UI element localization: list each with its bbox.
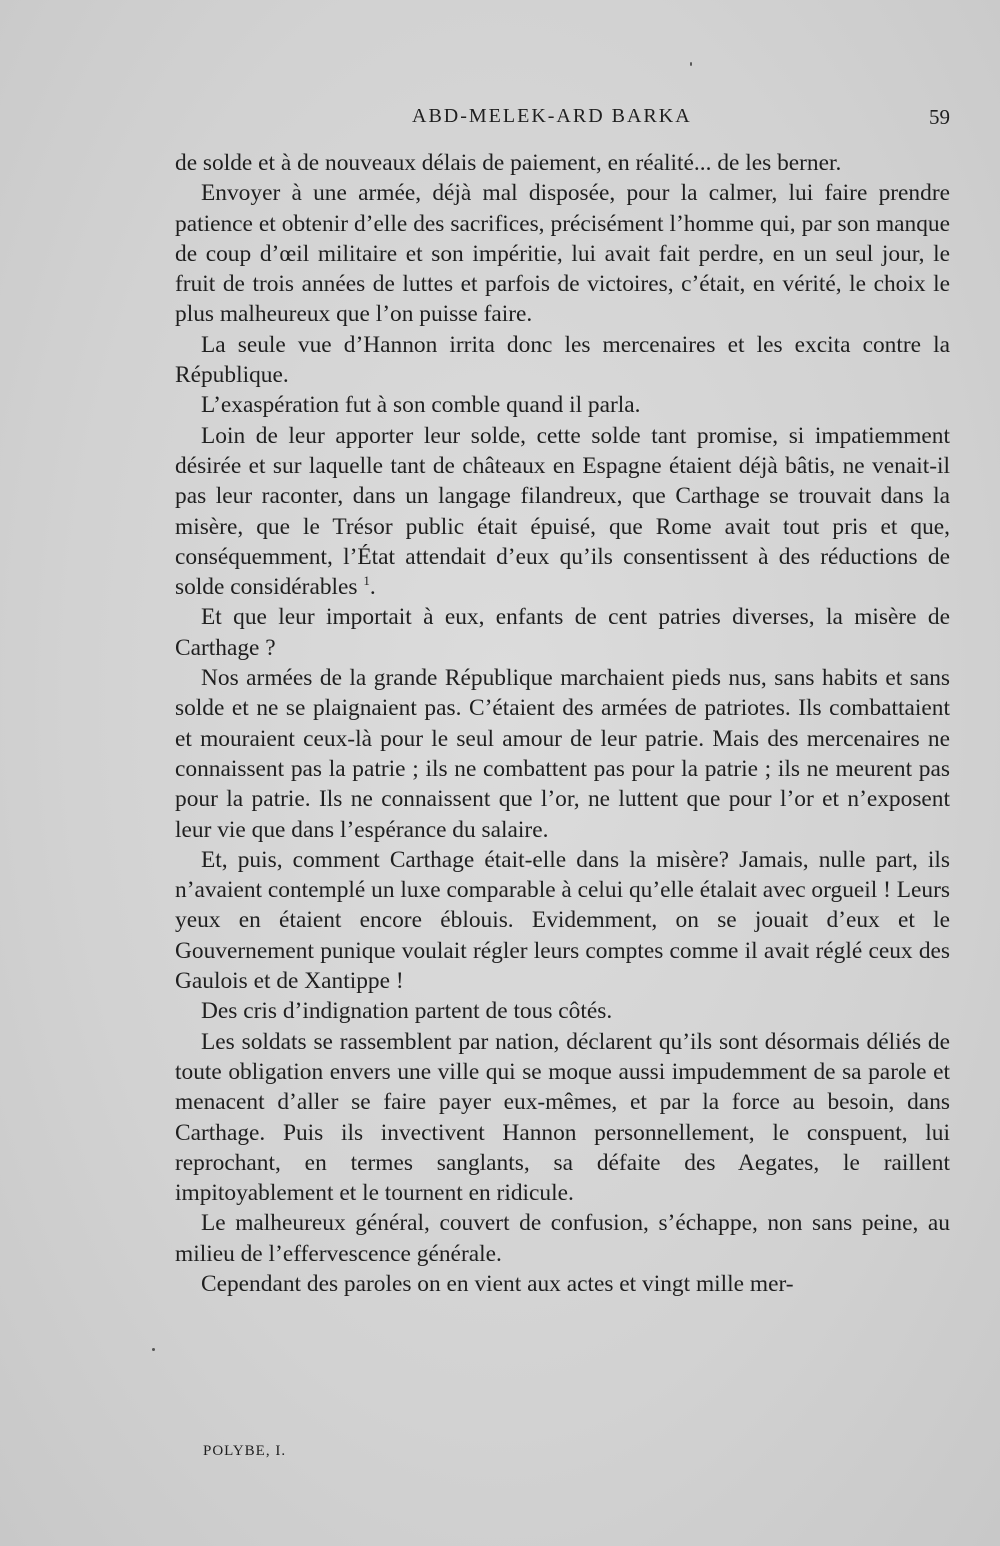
paragraph-5-text: Loin de leur apporter leur solde, cette solde tant promise, si impatiemment désirée et sur laquelle tant de châteaux en Espagne étaient déjà bâtis, ne venait-il pas leur raconter, dans un langage filandreux, que Carthage se trouvait dans la misère, que le Trésor public était épuisé, que Rome avait tout pris et que, conséquemment, l’État attendait d’eux qu’ils consentissent à des réductions de solde considérables: [175, 422, 950, 601]
paragraph-11: Le malheureux général, couvert de confusion, s’échappe, non sans peine, au milieu de l’effervescence générale.: [175, 1210, 950, 1267]
paragraph-9: Des cris d’indignation partent de tous côtés.: [201, 998, 613, 1025]
footnote-reference-period: .: [369, 574, 376, 601]
paragraph-6: Et que leur importait à eux, enfants de cent patries diverses, la misère de Carthage ?: [175, 604, 950, 661]
printer-signature: POLYBE, I.: [203, 1443, 287, 1459]
paragraph-10: Les soldats se rassemblent par nation, déclarent qu’ils sont désormais déliés de toute obligation envers une ville qui se moque aussi impudemment de sa parole et menacent d’aller se faire payer eux-mêmes, et par la force au besoin, dans Carthage. Puis ils invectivent Hannon personnellement, le conspuent, lui reprochant, en termes sanglants, sa défaite des Aegates, le raillent impitoyablement et le tournent en ridicule.: [175, 1028, 950, 1207]
running-head: ABD-MELEK-ARD BARKA: [412, 105, 692, 127]
paragraph-12: Cependant des paroles on en vient aux actes et vingt mille mer-: [201, 1270, 794, 1297]
paragraph-4: L’exaspération fut à son comble quand il parla.: [201, 392, 641, 419]
page-header: [175, 105, 950, 135]
paragraph-2: Envoyer à une armée, déjà mal disposée, pour la calmer, lui faire prendre patience et obtenir d’elle des sacrifices, précisément l’homme qui, par son manque de coup d’œil militaire et son impéritie, lui avait fait perdre, en un seul jour, le fruit de trois années de luttes et parfois de victoires, c’était, en vérité, le choix le plus malheureux que l’on puisse faire.: [175, 180, 950, 328]
paragraph-8: Et, puis, comment Carthage était-elle dans la misère? Jamais, nulle part, ils n’avaient contemplé un luxe comparable à celui qu’elle étalait avec orgueil ! Leurs yeux en étaient encore éblouis. Evidemment, on se jouait d’eux et le Gouvernement punique voulait régler leurs comptes comme il avait réglé ceux des Gaulois et de Xantippe !: [175, 846, 951, 995]
paragraph-5: [175, 421, 950, 603]
page-number: 59: [929, 105, 950, 129]
paragraph-3: La seule vue d’Hannon irrita donc les mercenaires et les excita contre la République.: [175, 331, 950, 389]
footnote-reference: 1: [363, 573, 370, 589]
paper-speck: [690, 62, 692, 66]
paragraph-1: de solde et à de nouveaux délais de paiement, en réalité... de les berner.: [175, 150, 842, 176]
body-text: [175, 148, 950, 1299]
paper-speck: [152, 1348, 155, 1351]
paragraph-7: Nos armées de la grande République marchaient pieds nus, sans habits et sans solde et ne se plaignaient pas. C’étaient des armées de patriotes. Ils combattaient et mouraient ceux-là pour le seul amour de leur patrie. Mais des mercenaires ne connaissent pas la patrie ; ils ne combattent pas pour la patrie ; ils ne meurent pas pour la patrie. Ils ne connaissent que l’or, ne luttent que pour l’or et n’exposent leur vie que dans l’espérance du salaire.: [175, 665, 950, 843]
